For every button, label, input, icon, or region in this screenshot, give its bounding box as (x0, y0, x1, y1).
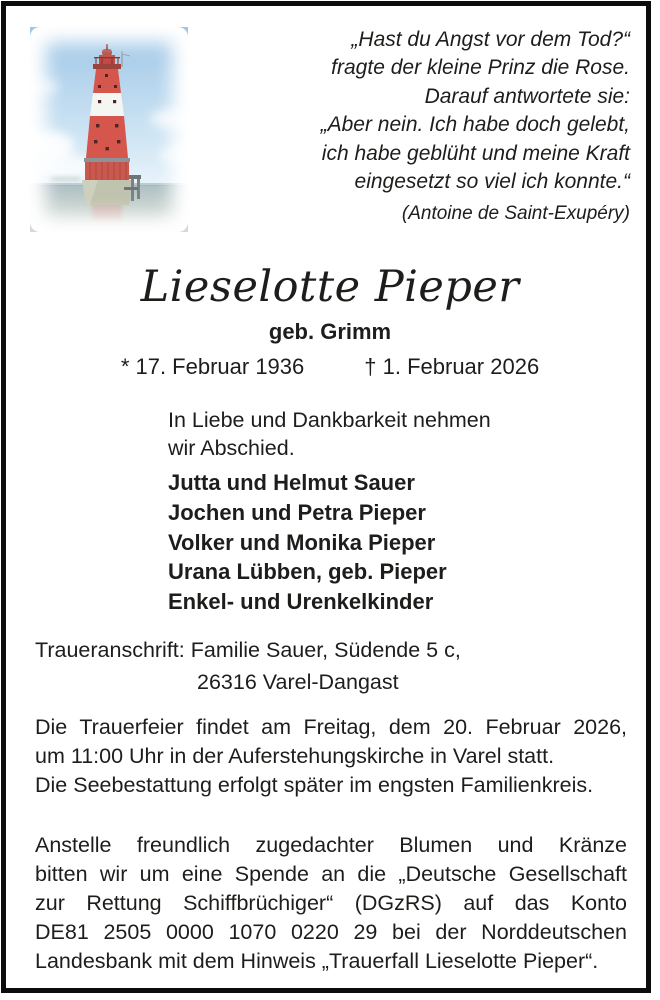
mourning-address-line1: Traueranschrift: Familie Sauer, Südende 5 c, (35, 638, 461, 662)
mourner: Urana Lübben, geb. Pieper (168, 559, 447, 585)
quote-line: fragte der kleine Prinz die Rose. (331, 56, 630, 80)
service-line: Die Seebestattung erfolgt später im engsten Familienkreis. (35, 772, 594, 797)
lighthouse-illustration (30, 27, 188, 232)
birth-date: * 17. Februar 1936 (120, 354, 305, 379)
mourner: Jochen und Petra Pieper (168, 499, 426, 525)
memorial-quote (230, 26, 630, 226)
death-date: † 1. Februar 2026 (364, 354, 540, 379)
service-line: um 11:00 Uhr in der Auferstehungskirche in Varel statt. (35, 743, 555, 768)
quote-line: „Hast du Angst vor dem Tod?“ (351, 28, 630, 51)
mourner: Volker und Monika Pieper (168, 529, 436, 555)
quote-line: „Aber nein. Ich habe doch gelebt, (320, 113, 630, 137)
quote-line: eingesetzt so viel ich konnte.“ (354, 170, 630, 194)
farewell-text (168, 406, 568, 462)
mourning-address-line2: 26316 Varel-Dangast (197, 670, 399, 694)
lighthouse-photo (30, 27, 188, 232)
donation-info (35, 831, 627, 976)
service-info (35, 713, 627, 799)
deceased-name: Lieselotte Pieper (140, 262, 520, 312)
quote-line: Darauf antwortete sie: (424, 84, 630, 108)
donation-line: DE81 2505 0000 1070 0220 29 bei der Norddeutschen (35, 919, 627, 944)
farewell-line: wir Abschied. (168, 436, 295, 460)
farewell-line: In Liebe und Dankbarkeit nehmen (168, 408, 491, 432)
donation-line: Anstelle freundlich zugedachter Blumen und Kränze (35, 833, 627, 857)
mourners-list (168, 468, 588, 617)
donation-line: zur Rettung Schiffbrüchiger“ (DGzRS) auf das Konto (35, 890, 627, 915)
mourner: Enkel- und Urenkelkinder (168, 589, 434, 615)
donation-line: Landesbank mit dem Hinweis „Trauerfall Lieselotte Pieper“. (35, 948, 599, 973)
mourner: Jutta und Helmut Sauer (168, 470, 415, 495)
quote-line: ich habe geblüht und meine Kraft (321, 141, 630, 165)
quote-attribution: (Antoine de Saint-Exupéry) (401, 203, 630, 225)
life-dates (0, 353, 660, 381)
maiden-name: geb. Grimm (268, 319, 392, 344)
donation-line: bitten wir um eine Spende an die „Deutsche Gesellschaft (35, 861, 627, 886)
service-line: Die Trauerfeier findet am Freitag, dem 20. Februar 2026, (35, 715, 627, 739)
